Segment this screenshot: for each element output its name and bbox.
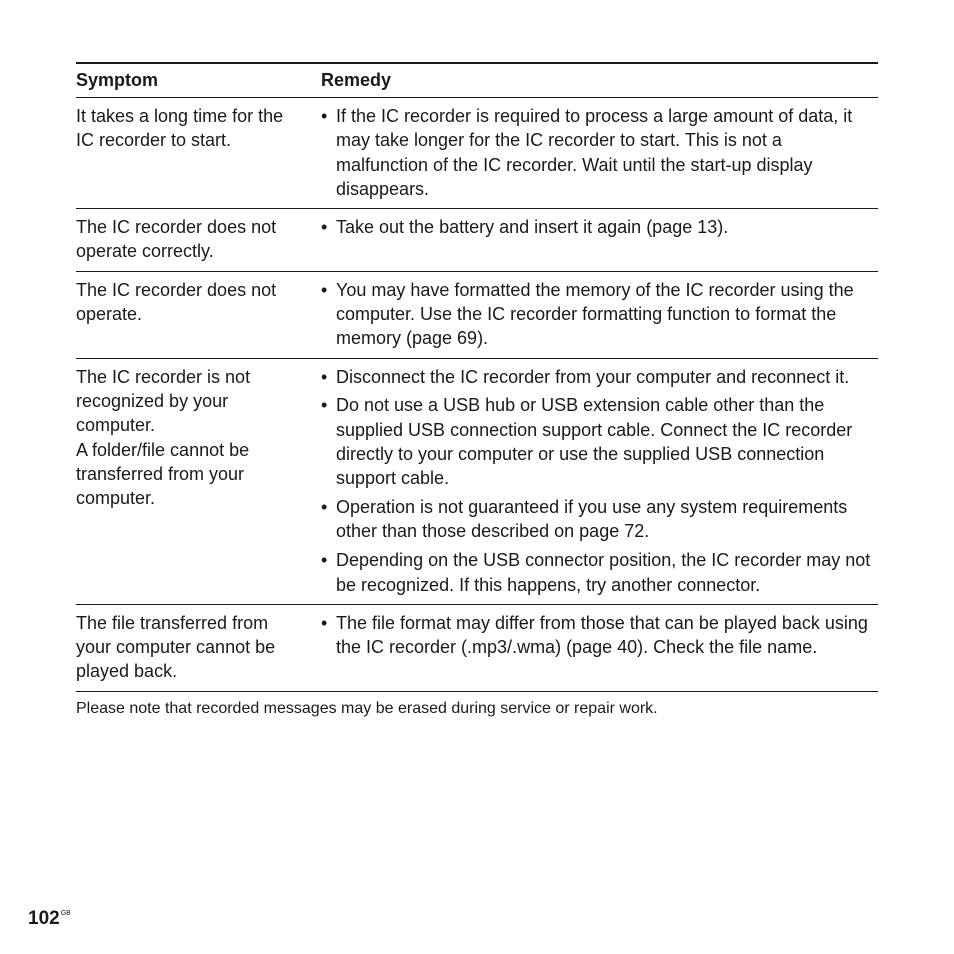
column-header-remedy: Remedy (321, 70, 392, 90)
service-note: Please note that recorded messages may be erased during service or repair work. (76, 699, 658, 717)
page-number (28, 908, 71, 930)
table-row (76, 359, 878, 605)
remedy-item: • The file format may differ from those that can be played back using the IC recorder (.mp3/.wma) (page 40). Check the file name. (321, 611, 878, 660)
remedy-item: • Operation is not guaranteed if you use any system requirements other than those described on page 72. (321, 495, 878, 544)
symptom-cell: The IC recorder does not operate. (76, 279, 277, 325)
column-header-symptom: Symptom (76, 70, 159, 90)
symptom-cell: The IC recorder does not operate correctly. (76, 217, 277, 262)
table-row (76, 209, 878, 272)
symptom-cell: The file transferred from your computer cannot be played back. (76, 612, 276, 682)
table-row (76, 272, 878, 359)
remedy-item: • You may have formatted the memory of the IC recorder using the computer. Use the IC recorder formatting function to format the memory (page 69). (321, 278, 878, 351)
symptom-cell: It takes a long time for the IC recorder to start. (76, 106, 284, 151)
remedy-cell (321, 215, 878, 264)
table-row (76, 98, 878, 209)
remedy-item: • Disconnect the IC recorder from your computer and reconnect it. (321, 365, 878, 389)
remedy-cell (321, 278, 878, 351)
remedy-item: • Take out the battery and insert it again (page 13). (321, 215, 878, 239)
remedy-item: • Do not use a USB hub or USB extension cable other than the supplied USB connection support cable. Connect the IC recorder directly to your computer or use the supplied USB connection support cable. (321, 393, 878, 490)
page-number-suffix: GB (60, 910, 71, 917)
remedy-cell (321, 365, 878, 597)
remedy-cell (321, 611, 878, 684)
page-number-value: 102 (28, 908, 60, 929)
troubleshooting-table (76, 62, 878, 692)
table-header-row (76, 64, 878, 98)
document-page (76, 62, 878, 720)
remedy-item: • Depending on the USB connector position, the IC recorder may not be recognized. If this happens, try another connector. (321, 548, 878, 597)
table-row (76, 605, 878, 692)
remedy-item: • If the IC recorder is required to process a large amount of data, it may take longer for the IC recorder to start. This is not a malfunction of the IC recorder. Wait until the start-up display disappears. (321, 104, 878, 201)
symptom-cell: The IC recorder is not recognized by your computer. A folder/file cannot be transferred from your computer. (76, 366, 251, 509)
remedy-cell (321, 104, 878, 201)
